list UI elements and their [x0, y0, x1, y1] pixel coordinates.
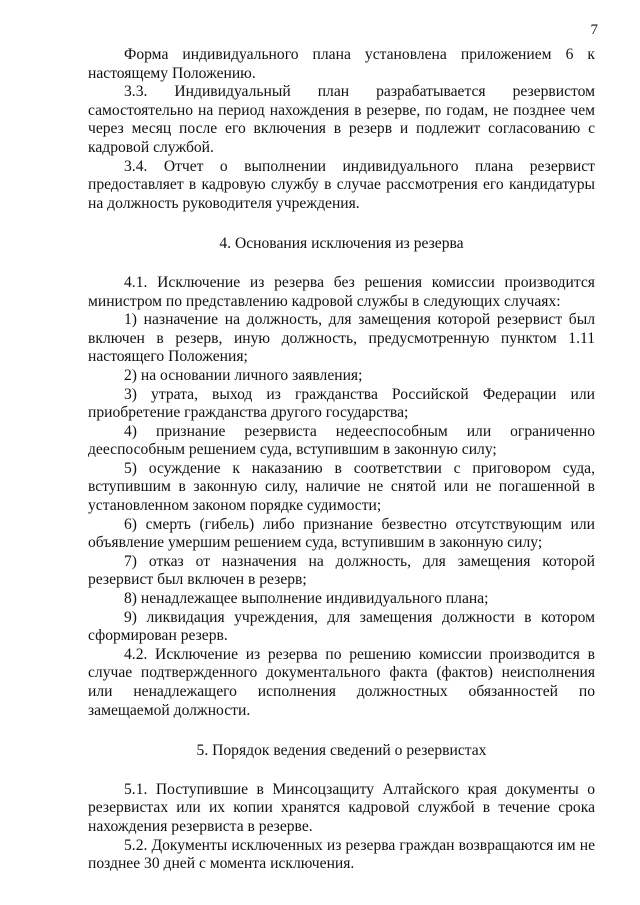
- paragraph: 3.3. Индивидуальный план разрабатывается резервистом самостоятельно на период нахождения в резерве, по годам, не позднее чем через месяц после его включения в резерв и подлежит согласованию с кадровой службой.: [88, 83, 595, 156]
- paragraph: 4.2. Исключение из резерва по решению комиссии производится в случае подтвержденного документального факта (фактов) неисполнения или ненадлежащего исполнения должностных обязанностей по замещаемой должности.: [88, 645, 595, 719]
- list-item: 6) смерть (гибель) либо признание безвестно отсутствующим или объявление умершим решением суда, вступившим в законную силу;: [88, 515, 595, 552]
- section-heading: 5. Порядок ведения сведений о резервистах: [196, 742, 487, 760]
- paragraph: 4.1. Исключение из резерва без решения комиссии производится министром по представлению кадровой службы в следующих случаях:: [88, 273, 595, 310]
- list-item: 3) утрата, выход из гражданства Российской Федерации или приобретение гражданства другого государства;: [88, 385, 595, 422]
- page-number: 7: [590, 22, 598, 38]
- paragraph: 5.2. Документы исключенных из резерва граждан возвращаются им не позднее 30 дней с момента исключения.: [88, 836, 595, 873]
- paragraph: 5.1. Поступившие в Минсоцзащиту Алтайского края документы о резервистах или их копии хранятся кадровой службой в течение срока нахождения резервиста в резерве.: [88, 780, 595, 835]
- list-item: 8) ненадлежащее выполнение индивидуального плана;: [124, 590, 489, 608]
- page-content: [88, 46, 595, 874]
- section-heading: 4. Основания исключения из резерва: [219, 235, 464, 253]
- list-item: 5) осуждение к наказанию в соответствии с приговором суда, вступившим в законную силу, наличие не снятой или не погашенной в установленном законом порядке судимости;: [88, 459, 595, 515]
- list-item: 7) отказ от назначения на должность, для замещения которой резервист был включен в резерв;: [88, 552, 595, 589]
- list-item: 2) на основании личного заявления;: [124, 366, 363, 384]
- list-item: 1) назначение на должность, для замещения которой резервист был включен в резерв, иную должность, предусмотренную пунктом 1.11 настоящего Положения;: [88, 311, 595, 366]
- list-item: 4) признание резервиста недееспособным или ограниченно дееспособным решением суда, вступившим в законную силу;: [88, 422, 595, 459]
- list-item: 9) ликвидация учреждения, для замещения должности в котором сформирован резерв.: [88, 608, 595, 645]
- paragraph: Форма индивидуального плана установлена приложением 6 к настоящему Положению.: [88, 46, 595, 82]
- paragraph: 3.4. Отчет о выполнении индивидуального плана резервист предоставляет в кадровую службу в случае рассмотрения его кандидатуры на должность руководителя учреждения.: [88, 157, 595, 212]
